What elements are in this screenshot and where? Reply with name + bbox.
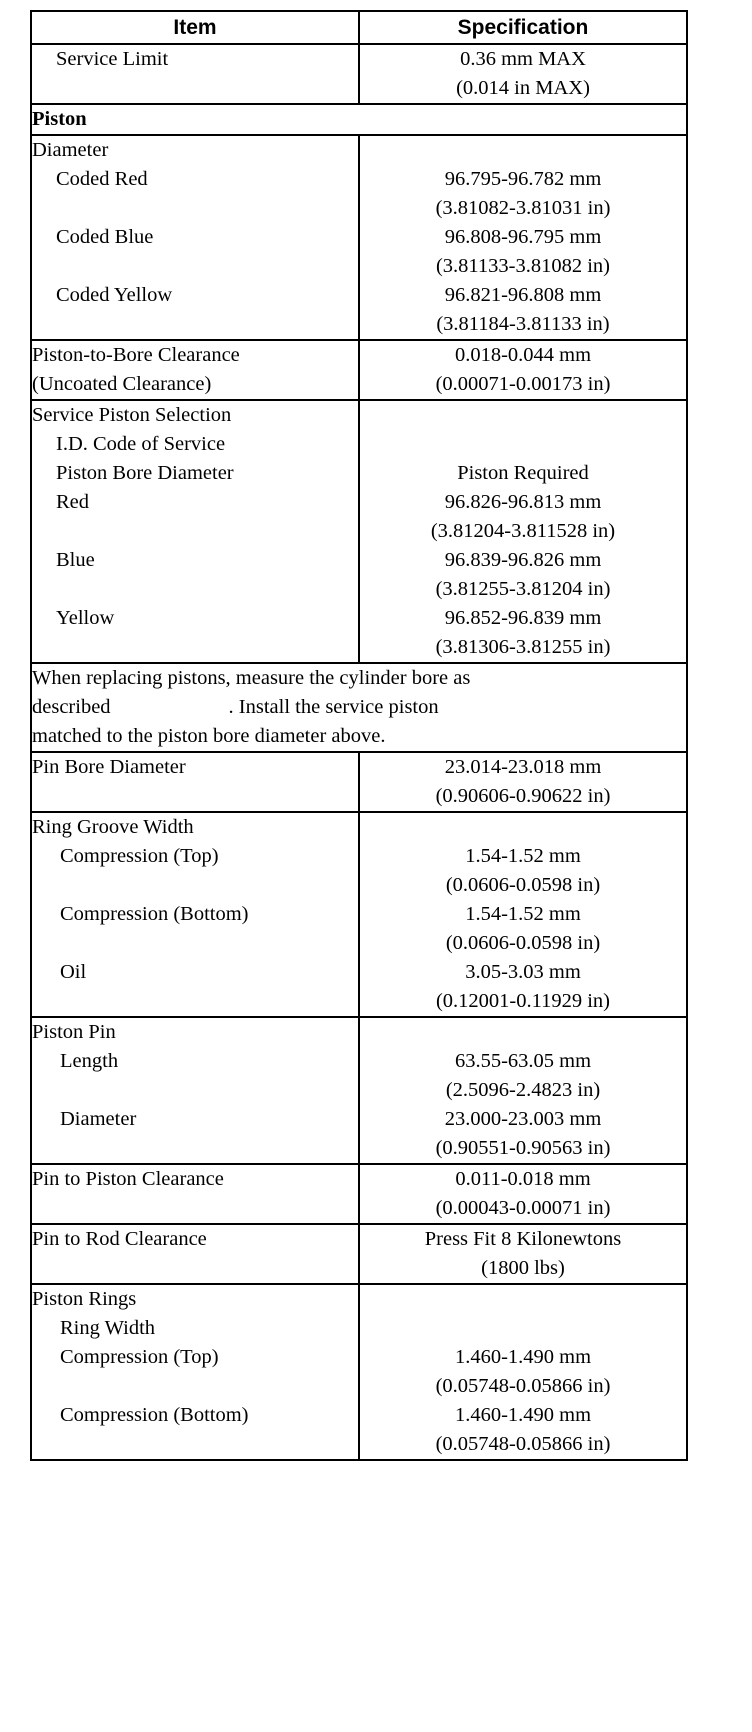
table-row bbox=[31, 135, 687, 340]
pin-bore-label: Pin Bore Diameter bbox=[32, 756, 186, 778]
service-selection-title: Service Piston Selection bbox=[32, 404, 232, 426]
groove-bottom-label: Compression (Bottom) bbox=[60, 903, 249, 925]
ring-top-metric: 1.460-1.490 mm bbox=[454, 1346, 592, 1368]
note-row bbox=[31, 663, 687, 752]
item-cell bbox=[31, 1284, 359, 1460]
pin-diameter-label: Diameter bbox=[60, 1108, 137, 1130]
service-selection-sub1: I.D. Code of Service bbox=[56, 433, 226, 455]
ring-width-label: Ring Width bbox=[60, 1317, 156, 1339]
coded-red-label: Coded Red bbox=[56, 168, 148, 190]
pin-rod-clearance-label: Pin to Rod Clearance bbox=[32, 1228, 207, 1250]
section-row bbox=[31, 104, 687, 135]
groove-top-metric: 1.54-1.52 mm bbox=[465, 845, 581, 867]
pin-diameter-imperial: (0.90551-0.90563 in) bbox=[435, 1137, 611, 1159]
groove-oil-imperial: (0.12001-0.11929 in) bbox=[435, 990, 611, 1012]
coded-red-imperial: (3.81082-3.81031 in) bbox=[435, 197, 611, 219]
note-line-3: matched to the piston bore diameter above. bbox=[32, 725, 386, 747]
service-selection-sub2: Piston Bore Diameter bbox=[56, 462, 234, 484]
item-cell bbox=[31, 812, 359, 1017]
replacement-note bbox=[31, 663, 687, 752]
piston-section-heading: Piston bbox=[31, 104, 687, 135]
item-cell bbox=[31, 340, 359, 400]
specification-table bbox=[30, 10, 688, 1461]
groove-bottom-imperial: (0.0606-0.0598 in) bbox=[445, 932, 601, 954]
coded-yellow-metric: 96.821-96.808 mm bbox=[444, 284, 602, 306]
bore-clearance-label: Piston-to-Bore Clearance bbox=[32, 344, 240, 366]
spec-cell bbox=[359, 1017, 687, 1164]
piston-required-header: Piston Required bbox=[457, 462, 589, 484]
item-cell bbox=[31, 1164, 359, 1224]
service-limit-metric: 0.36 mm MAX bbox=[460, 48, 586, 70]
groove-bottom-metric: 1.54-1.52 mm bbox=[465, 903, 581, 925]
item-cell bbox=[31, 752, 359, 812]
selection-red-imperial: (3.81204-3.811528 in) bbox=[430, 520, 616, 542]
selection-red-label: Red bbox=[56, 491, 90, 513]
ring-bottom-metric: 1.460-1.490 mm bbox=[454, 1404, 592, 1426]
bore-clearance-metric: 0.018-0.044 mm bbox=[454, 344, 592, 366]
item-cell bbox=[31, 1017, 359, 1164]
selection-blue-metric: 96.839-96.826 mm bbox=[444, 549, 602, 571]
specification-header: Specification bbox=[359, 11, 687, 44]
selection-red-metric: 96.826-96.813 mm bbox=[444, 491, 602, 513]
groove-oil-label: Oil bbox=[60, 961, 87, 983]
groove-oil-metric: 3.05-3.03 mm bbox=[465, 961, 581, 983]
groove-top-imperial: (0.0606-0.0598 in) bbox=[445, 874, 601, 896]
ring-top-label: Compression (Top) bbox=[60, 1346, 219, 1368]
table-row bbox=[31, 44, 687, 104]
service-limit-label: Service Limit bbox=[56, 48, 169, 70]
spec-cell bbox=[359, 752, 687, 812]
table-row bbox=[31, 1224, 687, 1284]
spec-cell bbox=[359, 1224, 687, 1284]
selection-blue-label: Blue bbox=[56, 549, 95, 571]
coded-yellow-label: Coded Yellow bbox=[56, 284, 173, 306]
pin-piston-clearance-imperial: (0.00043-0.00071 in) bbox=[435, 1197, 611, 1219]
piston-rings-label: Piston Rings bbox=[32, 1288, 137, 1310]
table-row bbox=[31, 400, 687, 663]
table-row bbox=[31, 1284, 687, 1460]
table-row bbox=[31, 340, 687, 400]
pin-diameter-metric: 23.000-23.003 mm bbox=[444, 1108, 602, 1130]
pin-piston-clearance-label: Pin to Piston Clearance bbox=[32, 1168, 224, 1190]
coded-red-metric: 96.795-96.782 mm bbox=[444, 168, 602, 190]
pin-bore-imperial: (0.90606-0.90622 in) bbox=[435, 785, 611, 807]
ring-groove-label: Ring Groove Width bbox=[32, 816, 194, 838]
service-limit-imperial: (0.014 in MAX) bbox=[456, 77, 590, 99]
note-line-2b: . Install the service piston bbox=[228, 696, 439, 718]
pin-length-imperial: (2.5096-2.4823 in) bbox=[445, 1079, 601, 1101]
item-cell bbox=[31, 44, 359, 104]
pin-rod-clearance-value: Press Fit 8 Kilonewtons bbox=[424, 1228, 622, 1250]
bore-clearance-imperial: (0.00071-0.00173 in) bbox=[435, 373, 611, 395]
spec-cell bbox=[359, 340, 687, 400]
item-cell bbox=[31, 1224, 359, 1284]
spec-cell bbox=[359, 1284, 687, 1460]
coded-blue-label: Coded Blue bbox=[56, 226, 154, 248]
spec-cell bbox=[359, 812, 687, 1017]
pin-length-label: Length bbox=[60, 1050, 119, 1072]
coded-yellow-imperial: (3.81184-3.81133 in) bbox=[436, 313, 610, 335]
selection-yellow-label: Yellow bbox=[56, 607, 115, 629]
coded-blue-imperial: (3.81133-3.81082 in) bbox=[435, 255, 611, 277]
selection-yellow-imperial: (3.81306-3.81255 in) bbox=[435, 636, 611, 658]
diameter-label: Diameter bbox=[32, 139, 109, 161]
pin-piston-clearance-metric: 0.011-0.018 mm bbox=[455, 1168, 591, 1190]
ring-bottom-label: Compression (Bottom) bbox=[60, 1404, 249, 1426]
table-row bbox=[31, 1017, 687, 1164]
item-header: Item bbox=[31, 11, 359, 44]
header-row bbox=[31, 11, 687, 44]
selection-yellow-metric: 96.852-96.839 mm bbox=[444, 607, 602, 629]
selection-blue-imperial: (3.81255-3.81204 in) bbox=[435, 578, 611, 600]
table-row bbox=[31, 812, 687, 1017]
item-cell bbox=[31, 135, 359, 340]
spec-cell bbox=[359, 135, 687, 340]
spec-cell bbox=[359, 44, 687, 104]
spec-cell bbox=[359, 400, 687, 663]
pin-length-metric: 63.55-63.05 mm bbox=[454, 1050, 592, 1072]
piston-pin-label: Piston Pin bbox=[32, 1021, 116, 1043]
note-line-2a: described bbox=[32, 696, 111, 718]
pin-bore-metric: 23.014-23.018 mm bbox=[444, 756, 602, 778]
table-row bbox=[31, 1164, 687, 1224]
note-line-1: When replacing pistons, measure the cylinder bore as bbox=[32, 667, 471, 689]
ring-top-imperial: (0.05748-0.05866 in) bbox=[435, 1375, 611, 1397]
ring-bottom-imperial: (0.05748-0.05866 in) bbox=[435, 1433, 611, 1455]
pin-rod-clearance-lbs: (1800 lbs) bbox=[481, 1257, 565, 1279]
bore-clearance-sublabel: (Uncoated Clearance) bbox=[32, 373, 212, 395]
spec-cell bbox=[359, 1164, 687, 1224]
table-row bbox=[31, 752, 687, 812]
groove-top-label: Compression (Top) bbox=[60, 845, 219, 867]
coded-blue-metric: 96.808-96.795 mm bbox=[444, 226, 602, 248]
item-cell bbox=[31, 400, 359, 663]
